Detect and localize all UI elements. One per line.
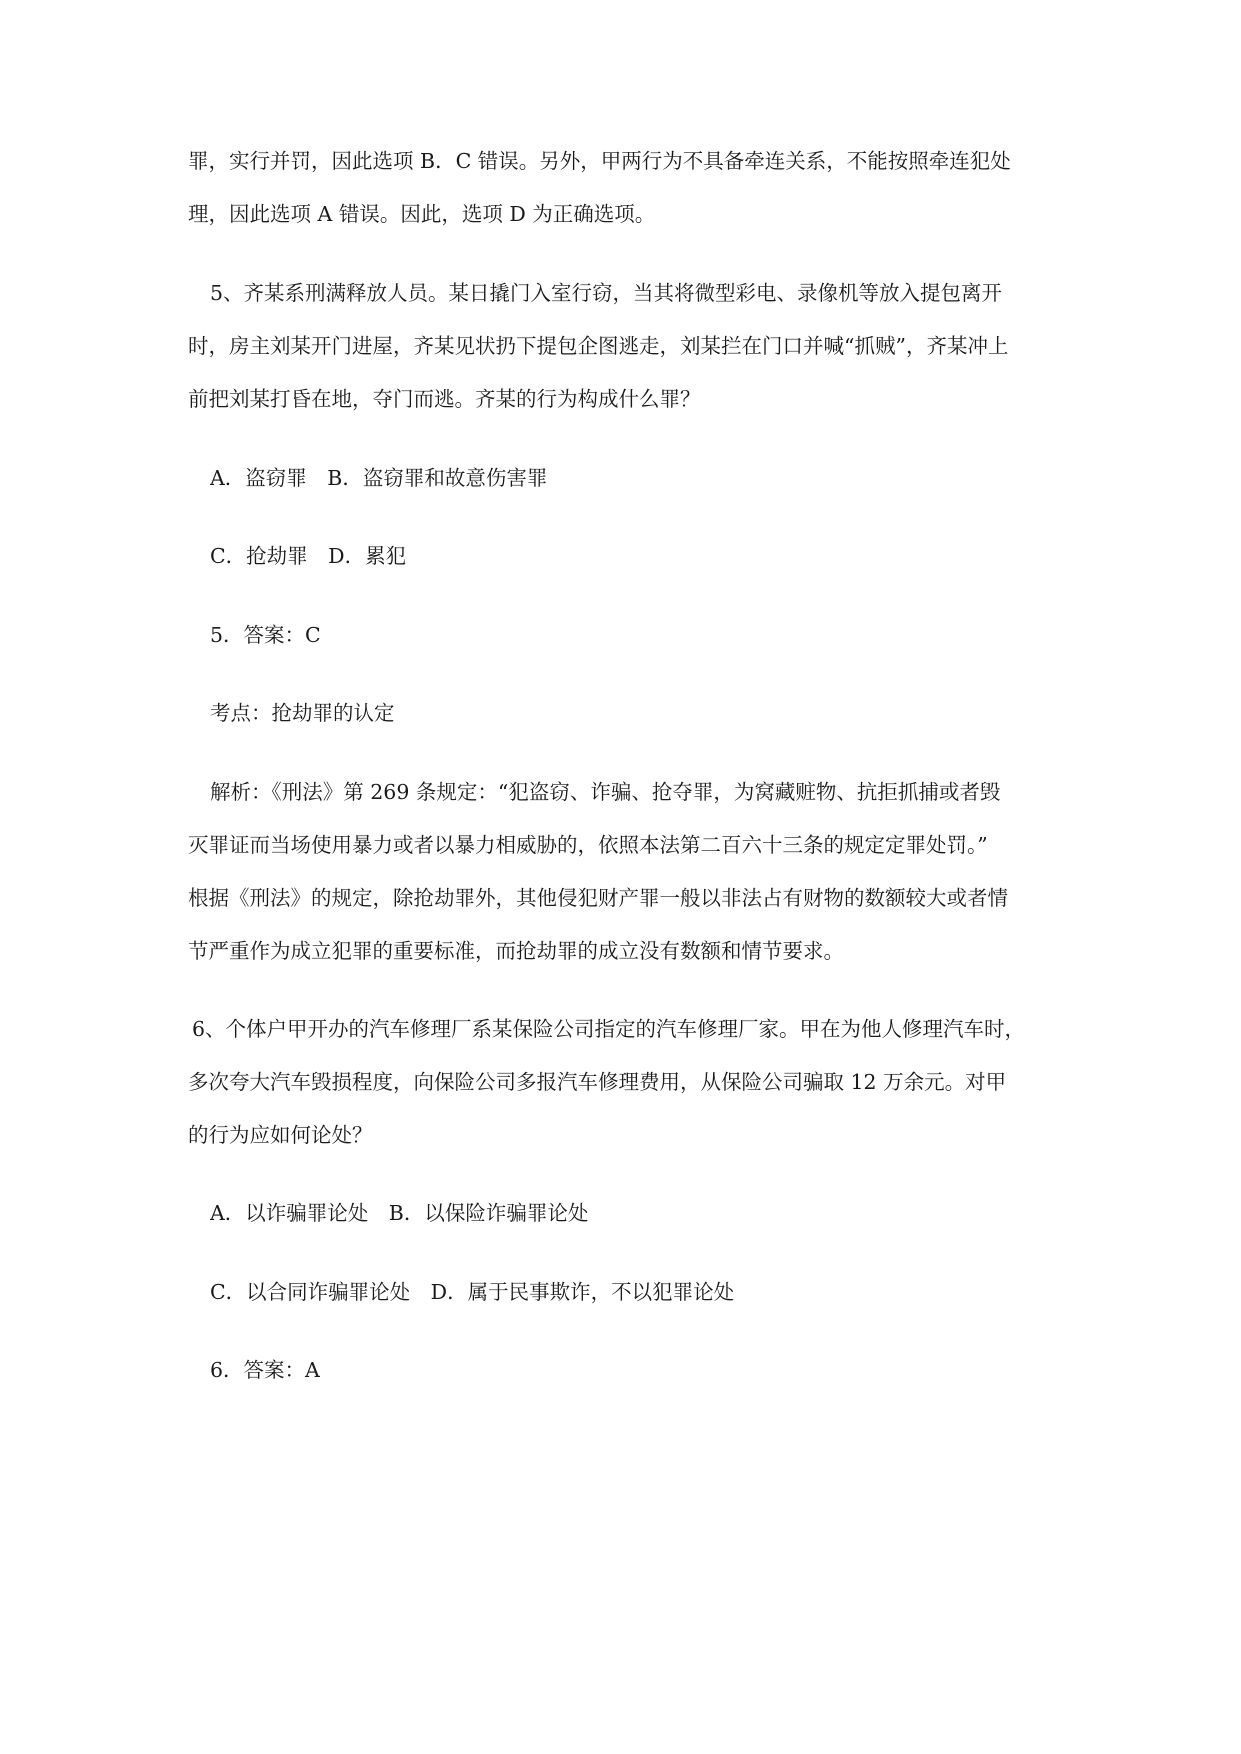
analysis-line: 解析：《刑法》第 269 条规定：“犯盗窃、诈骗、抢夺罪，为窝藏赃物、抗拒抓捕或者毁 [210,780,1001,804]
analysis-line: 根据《刑法》的规定，除抢劫罪外，其他侵犯财产罪一般以非法占有财物的数额较大或者情 [188,886,1008,910]
question-6-line: 6、个体户甲开办的汽车修理厂系某保险公司指定的汽车修理厂家。甲在为他人修理汽车时， [192,1017,1026,1041]
text-line: 理，因此选项 A 错误。因此，选项 D 为正确选项。 [188,202,656,226]
option-line: C．抢劫罪 D．累犯 [210,544,407,568]
question-6-line: 的行为应如何论处？ [188,1123,373,1147]
analysis-line: 节严重作为成立犯罪的重要标准，而抢劫罪的成立没有数额和情节要求。 [188,939,844,963]
analysis-line: 灭罪证而当场使用暴力或者以暴力相威胁的，依照本法第二百六十三条的规定定罪处罚。” [188,833,988,857]
option-line: C．以合同诈骗罪论处 D．属于民事欺诈，不以犯罪论处 [210,1280,735,1304]
question-5-line: 5、齐某系刑满释放人员。某日撬门入室行窃，当其将微型彩电、录像机等放入提包离开 [210,281,1003,305]
option-line: A．盗窃罪 B．盗窃罪和故意伤害罪 [210,466,548,490]
answer-line: 5．答案：C [210,623,321,647]
answer-line: 6．答案：A [210,1358,320,1382]
question-5-line: 时，房主刘某开门进屋，齐某见状扔下提包企图逃走，刘某拦在门口并喊“抓贼”，齐某冲上 [188,334,1009,358]
option-line: A．以诈骗罪论处 B．以保险诈骗罪论处 [210,1201,589,1225]
key-point-line: 考点：抢劫罪的认定 [210,701,395,725]
text-line: 罪，实行并罚，因此选项 B．C 错误。另外，甲两行为不具备牵连关系，不能按照牵连犯处 [188,149,1011,173]
question-5-line: 前把刘某打昏在地，夺门而逃。齐某的行为构成什么罪？ [188,387,701,411]
question-6-line: 多次夸大汽车毁损程度，向保险公司多报汽车修理费用，从保险公司骗取 12 万余元。对甲 [188,1070,1007,1094]
